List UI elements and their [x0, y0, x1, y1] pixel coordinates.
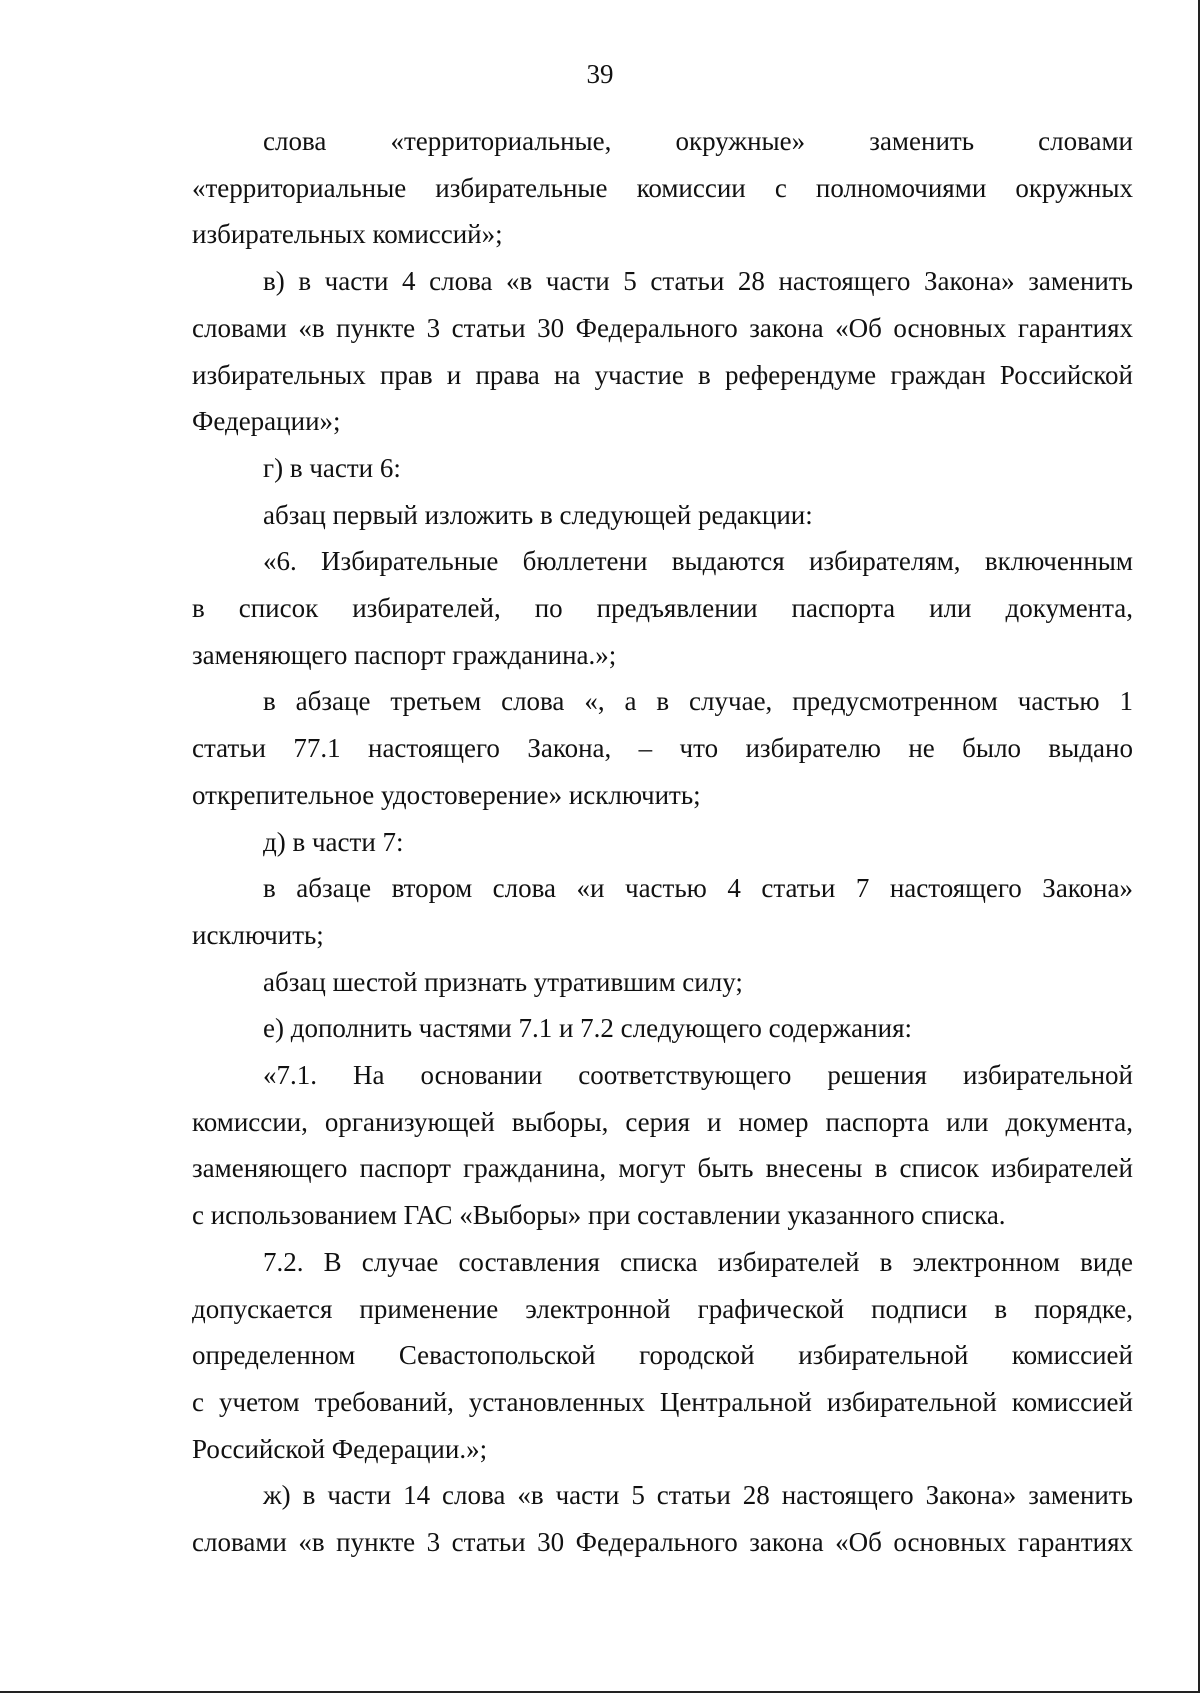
text-line: абзац шестой признать утратившим силу;	[263, 966, 743, 997]
text-line: заменяющего паспорт гражданина.»;	[192, 639, 617, 670]
page-number: 39	[586, 59, 614, 89]
text-line: слова «территориальные, окружные» заменить словами	[263, 126, 1133, 156]
text-line: в абзаце третьем слова «, а в случае, предусмотренном частью 1	[263, 686, 1133, 717]
text-line: заменяющего паспорт гражданина, могут быть внесены в список избирателей	[192, 1153, 1133, 1184]
text-line: Российской Федерации.»;	[192, 1433, 488, 1464]
text-line: «территориальные избирательные комиссии с полномочиями окружных	[192, 172, 1133, 203]
text-line: открепительное удостоверение» исключить;	[192, 779, 701, 810]
text-line: с учетом требований, установленных Центральной избирательной комиссией	[192, 1386, 1133, 1417]
text-line: в) в части 4 слова «в части 5 статьи 28 настоящего Закона» заменить	[263, 266, 1133, 297]
text-line: избирательных комиссий»;	[192, 219, 503, 250]
text-line: «7.1. На основании соответствующего решения избирательной	[263, 1060, 1133, 1091]
text-line: избирательных прав и права на участие в референдуме граждан Российской	[192, 359, 1133, 390]
text-line: определенном Севастопольской городской избирательной комиссией	[192, 1340, 1133, 1371]
text-line: с использованием ГАС «Выборы» при составлении указанного списка.	[192, 1200, 1006, 1231]
text-line: абзац первый изложить в следующей редакции:	[263, 499, 813, 530]
text-line: д) в части 7:	[263, 826, 404, 857]
text-line: допускается применение электронной графической подписи в порядке,	[192, 1293, 1133, 1324]
text-line: в абзаце втором слова «и частью 4 статьи 7 настоящего Закона»	[263, 873, 1133, 904]
text-line: е) дополнить частями 7.1 и 7.2 следующего содержания:	[263, 1013, 912, 1044]
text-line: комиссии, организующей выборы, серия и номер паспорта или документа,	[192, 1106, 1133, 1137]
text-line: 7.2. В случае составления списка избирателей в электронном виде	[263, 1246, 1133, 1277]
text-line: ж) в части 14 слова «в части 5 статьи 28 настоящего Закона» заменить	[263, 1480, 1133, 1511]
text-line: статьи 77.1 настоящего Закона, – что избирателю не было выдано	[192, 733, 1133, 764]
text-line: словами «в пункте 3 статьи 30 Федерального закона «Об основных гарантиях	[192, 1527, 1133, 1558]
text-line: в список избирателей, по предъявлении паспорта или документа,	[192, 593, 1133, 624]
text-line: «6. Избирательные бюллетени выдаются избирателям, включенным	[263, 546, 1133, 577]
document-body	[192, 118, 1133, 1566]
text-line: Федерации»;	[192, 406, 341, 437]
text-line: г) в части 6:	[263, 452, 401, 483]
text-line: словами «в пункте 3 статьи 30 Федерального закона «Об основных гарантиях	[192, 312, 1133, 343]
text-line: исключить;	[192, 919, 324, 950]
